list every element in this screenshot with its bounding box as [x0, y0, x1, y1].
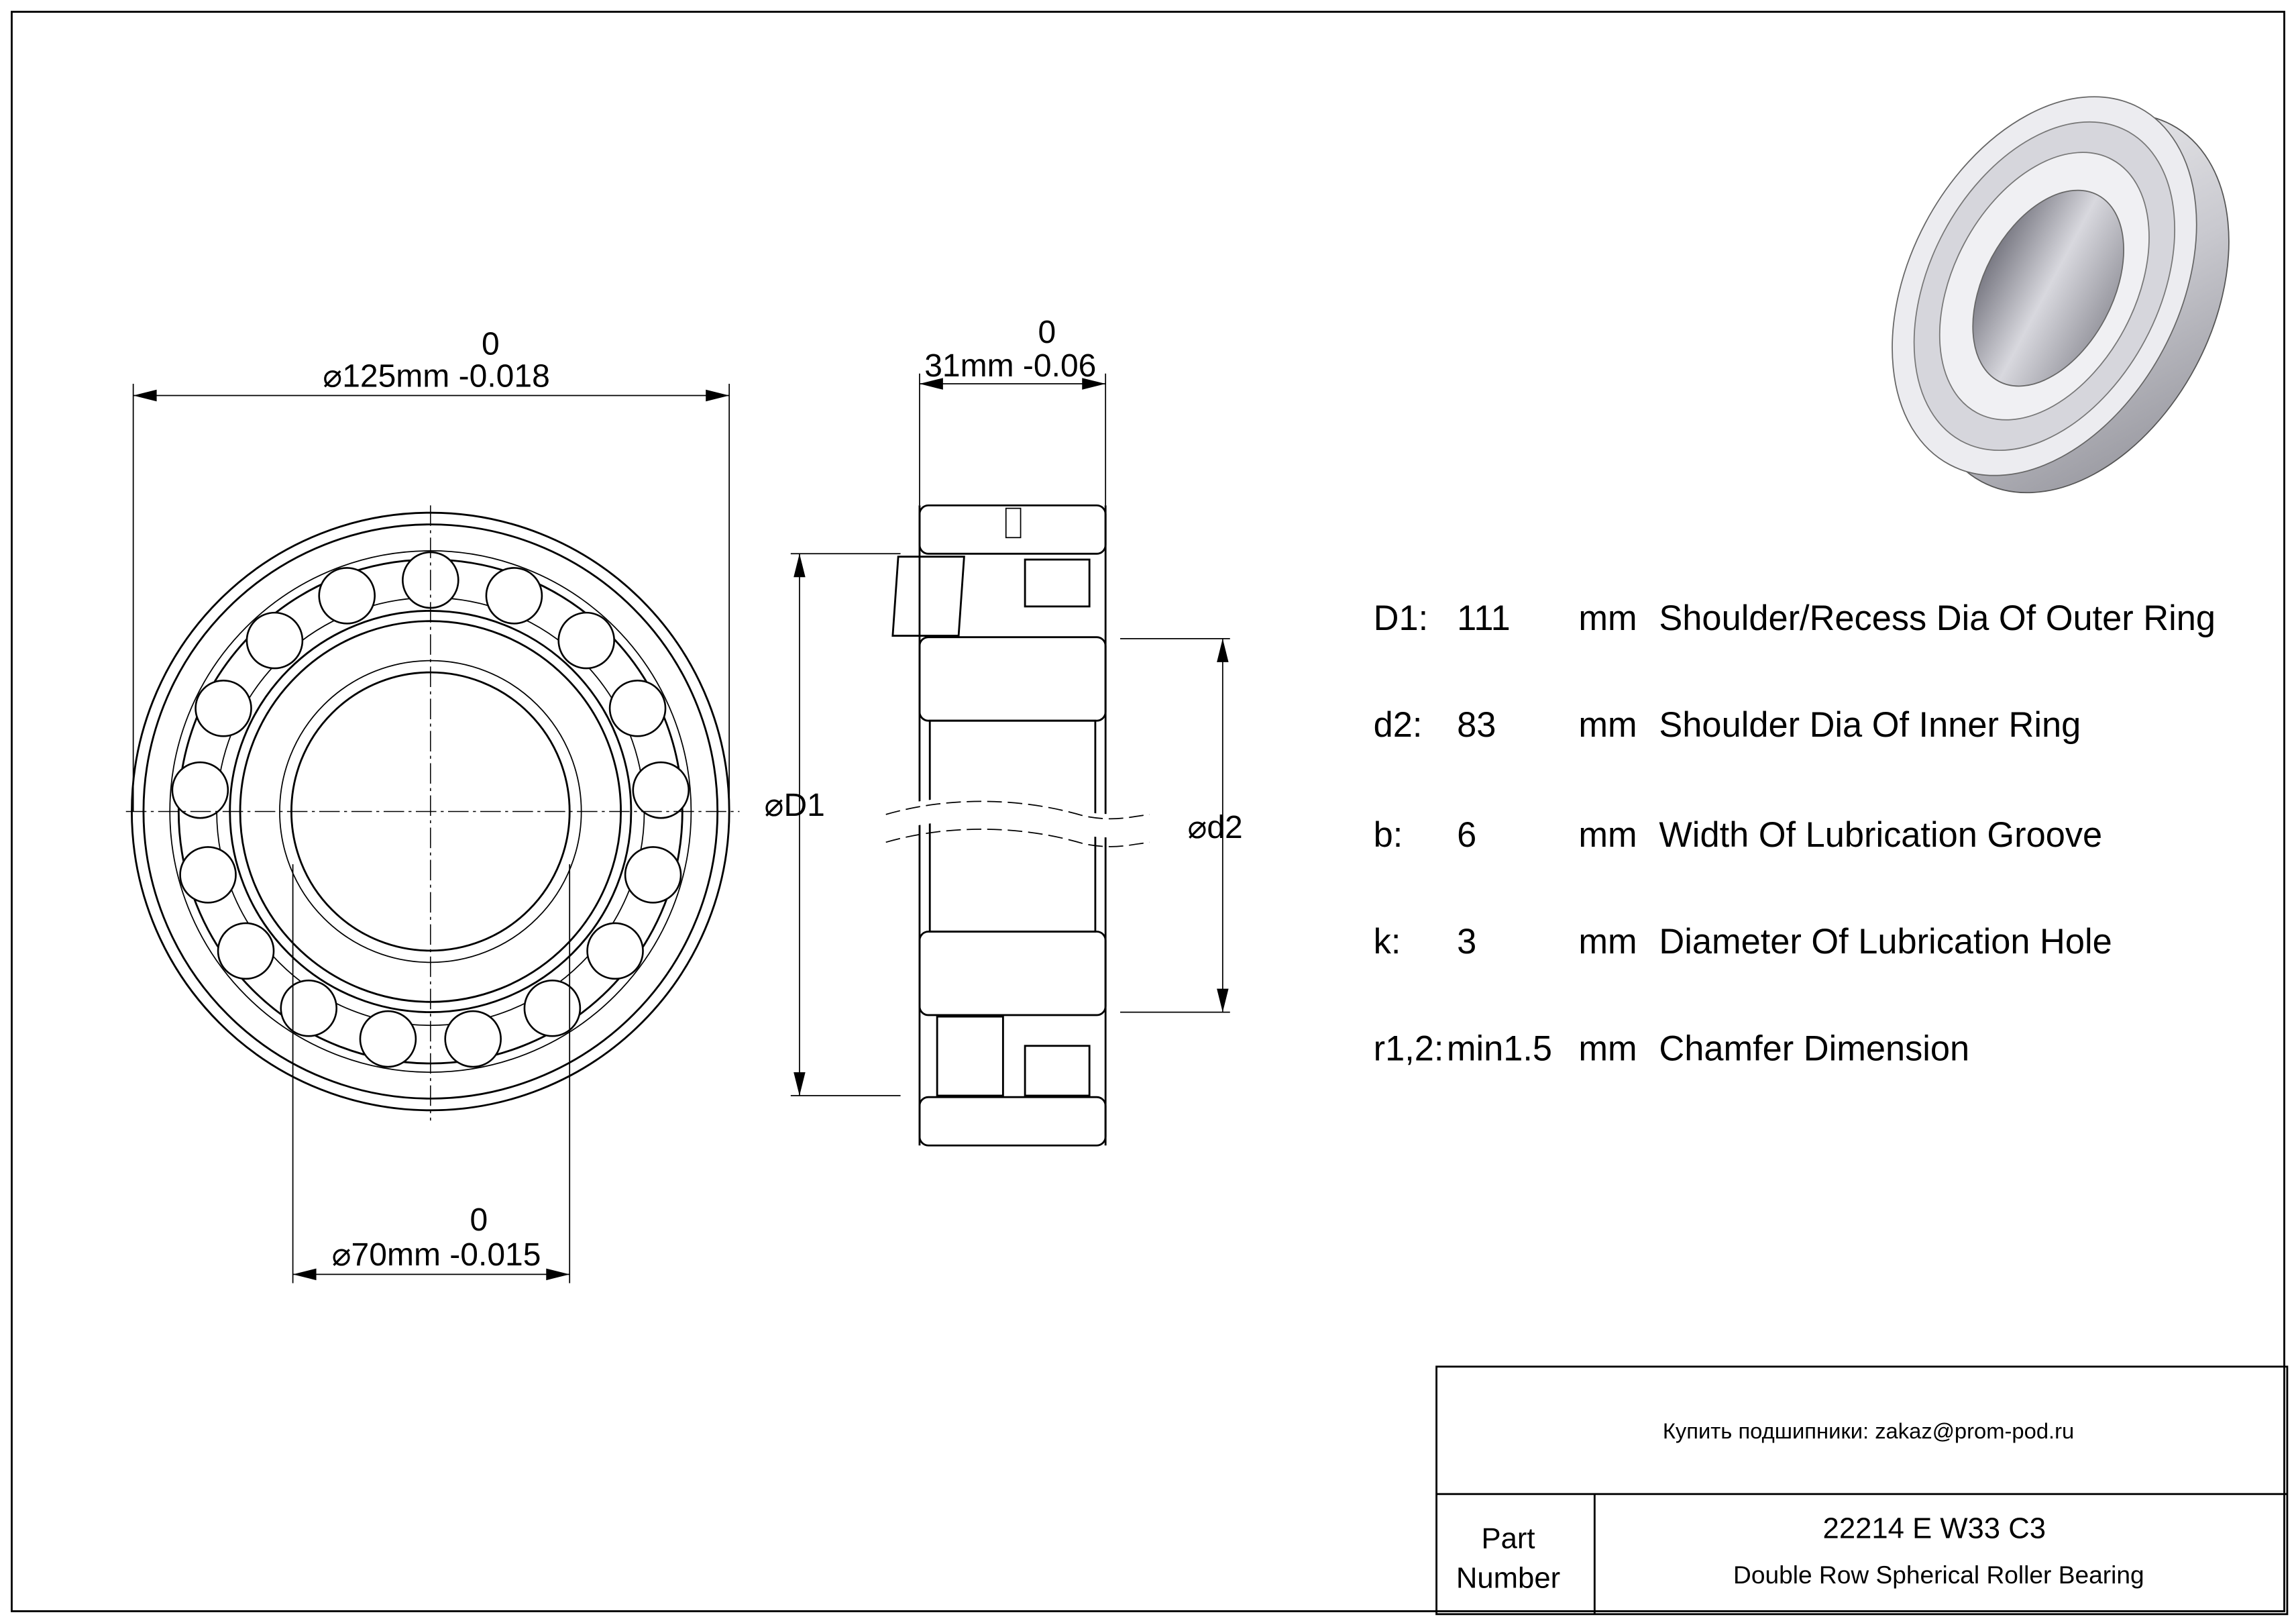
part-label-line1: Part	[1481, 1522, 1535, 1555]
spec-description: Shoulder/Recess Dia Of Outer Ring	[1659, 598, 2216, 638]
spec-value: 3	[1457, 923, 1477, 962]
roller	[196, 680, 252, 736]
spec-value: 83	[1457, 706, 1496, 745]
part-number: 22214 E W33 C3	[1822, 1512, 2046, 1545]
roller	[180, 847, 236, 902]
spec-unit: mm	[1578, 815, 1637, 855]
spec-value: 6	[1457, 815, 1477, 855]
spec-row	[1374, 816, 2103, 855]
spec-unit: mm	[1578, 598, 1637, 638]
bore-dim-label: ⌀70mm -0.015	[331, 1237, 541, 1273]
spec-table	[1374, 599, 2216, 1069]
roller	[559, 613, 614, 668]
contact-text: Купить подшипники: zakaz@prom-pod.ru	[1662, 1418, 2075, 1443]
roller	[319, 568, 375, 623]
bearing-3d-render	[1830, 44, 2291, 545]
roller	[633, 762, 689, 818]
part-label-line2: Number	[1456, 1561, 1561, 1595]
title-block	[1437, 1367, 2287, 1614]
spec-symbol: k:	[1373, 923, 1401, 962]
spec-row	[1374, 923, 2112, 961]
spec-symbol: b:	[1373, 815, 1403, 855]
roller	[281, 980, 337, 1036]
roller	[486, 568, 542, 623]
spec-unit: mm	[1578, 706, 1637, 745]
roller	[588, 923, 643, 979]
spec-symbol: d2:	[1373, 706, 1423, 745]
front-view	[126, 505, 740, 1120]
spec-description: Width Of Lubrication Groove	[1659, 815, 2103, 855]
roller	[218, 923, 274, 979]
width-dimension	[920, 315, 1105, 505]
roller	[247, 613, 303, 668]
spec-value: 111	[1457, 598, 1511, 638]
roller	[360, 1011, 416, 1067]
roller	[525, 980, 580, 1036]
spec-description: Diameter Of Lubrication Hole	[1659, 923, 2112, 962]
spec-description: Chamfer Dimension	[1659, 1029, 1970, 1069]
spec-symbol: D1:	[1373, 598, 1429, 638]
spec-unit: mm	[1578, 1029, 1637, 1069]
side-view-section	[886, 505, 1150, 1145]
bore-dim-tolerance-upper: 0	[470, 1202, 488, 1238]
roller	[172, 762, 228, 818]
D1-dimension	[765, 554, 901, 1096]
spec-unit: mm	[1578, 923, 1637, 962]
spec-row	[1374, 599, 2216, 638]
width-label: 31mm -0.06	[924, 348, 1097, 384]
part-description: Double Row Spherical Roller Bearing	[1733, 1560, 2144, 1589]
roller	[445, 1011, 501, 1067]
roller	[610, 680, 665, 736]
roller	[625, 847, 681, 902]
d2-label: ⌀d2	[1187, 809, 1243, 845]
spec-row	[1374, 1030, 1970, 1069]
spec-symbol: r1,2:	[1373, 1029, 1444, 1069]
outer-dim-tolerance-upper: 0	[481, 326, 500, 362]
spec-row	[1374, 706, 2081, 745]
width-tolerance-upper: 0	[1038, 314, 1056, 350]
spec-description: Shoulder Dia Of Inner Ring	[1659, 706, 2081, 745]
outer-dim-label: ⌀125mm -0.018	[323, 358, 550, 395]
D1-label: ⌀D1	[764, 788, 825, 824]
spec-value: min1.5	[1446, 1029, 1553, 1069]
